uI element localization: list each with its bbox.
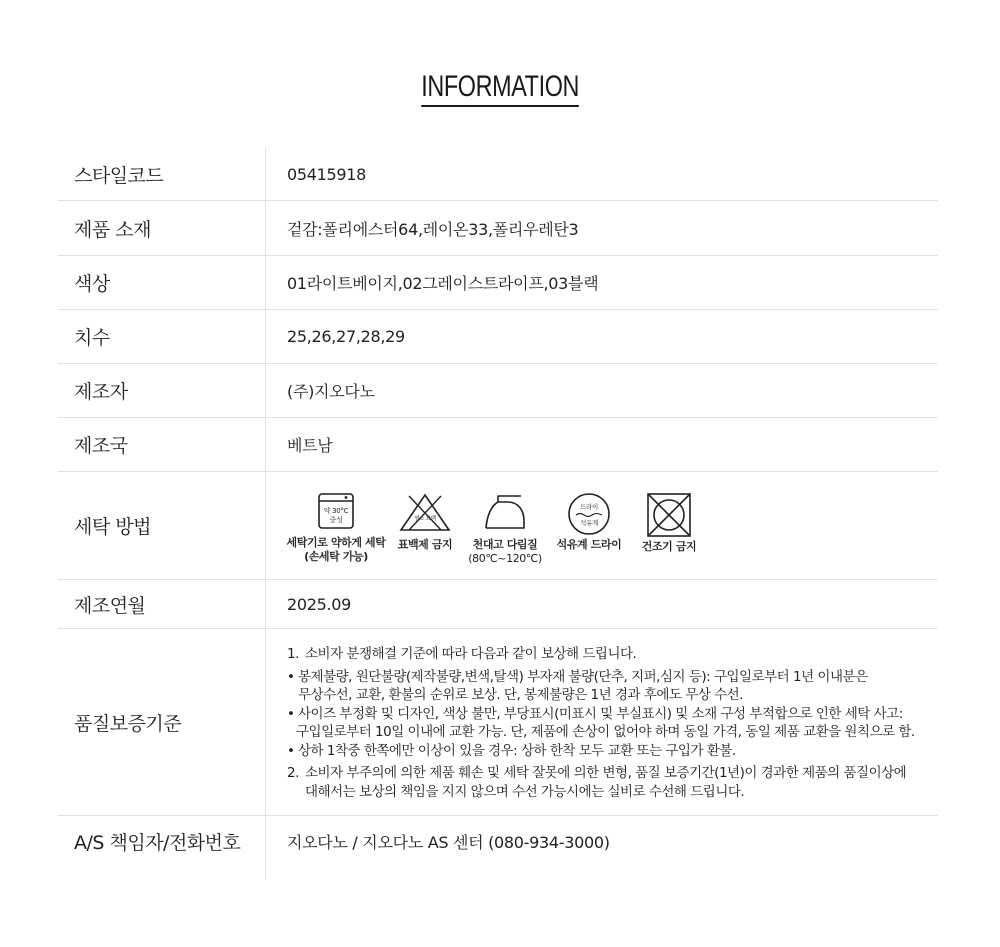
row-date [58,580,938,629]
dryclean-inner-bottom: 석유계 [580,519,598,527]
machine-wash-icon [317,492,355,530]
row-quality [58,629,938,816]
row-color [58,256,938,310]
info-table [58,148,938,880]
material-label: 제품 소재 [58,201,266,255]
quality-item-1-text: 소비자 분쟁해결 기준에 따라 다음과 같이 보상해 드립니다. [305,646,637,662]
bullet-3-line-1: 상하 1착중 한쪽에만 이상이 있을 경우: 상하 한착 모두 교환 또는 구입가 환불. [298,742,736,759]
quality-item-2-line-2: 대해서는 보상의 책임을 지지 않으며 수선 가능시에는 실비로 수선해 드립니다. [305,783,745,800]
iron-icon [481,492,529,532]
machine-wash-subcaption: (손세탁 가능) [304,550,368,563]
date-label: 제조연월 [58,580,266,628]
style-code-label: 스타일코드 [58,148,266,200]
quality-item-1 [287,645,938,664]
quality-item-2-num: 2. [287,765,299,781]
as-value: 지오다노 / 지오다노 AS 센터 (080-934-3000) [287,832,610,852]
size-label: 치수 [58,310,266,363]
country-value: 베트남 [287,436,333,455]
bullet-2-mark: • [287,705,295,722]
dryclean-inner-top: 드라이 [580,503,598,511]
machine-wash-neutral: 중성 [329,516,343,524]
title-wrap [0,70,1000,107]
dry-clean-icon [567,492,611,536]
washing-icons [283,472,709,566]
bullet-2-line-2: 구입일로부터 10일 이내에 교환 가능. 단, 제품에 손상이 없어야 하며 동일 가격, 동일 제품 교환을 원칙으로 함. [296,724,915,740]
washing-item-bleach [389,492,461,552]
quality-item-2-line-1: 소비자 부주의에 의한 제품 훼손 및 세탁 잘못에 의한 변형, 품질 보증기간(1년)이 경과한 제품의 품질이상에 [305,765,907,781]
machine-wash-caption: 세탁기로 약하게 세탁 [286,536,386,549]
row-material [58,201,938,256]
washing-item-dryclean [549,492,629,552]
row-as [58,816,938,880]
maker-label: 제조자 [58,364,266,417]
bleach-inner-text: 염소 표백 [414,516,436,522]
machine-wash-temp: 약 30°C [323,507,349,515]
material-value: 겉감:폴리에스터64,레이온33,폴리우레탄3 [287,219,579,239]
as-label: A/S 책임자/전화번호 [58,816,266,880]
country-label: 제조국 [58,418,266,471]
no-tumble-dry-caption: 건조기 금지 [641,540,697,553]
quality-value [266,629,938,815]
color-value: 01라이트베이지,02그레이스트라이프,03블랙 [287,274,599,293]
quality-bullet-2 [287,705,938,742]
no-bleach-caption: 표백제 금지 [397,538,453,551]
maker-value: (주)지오다노 [287,382,375,401]
quality-bullet-1 [287,668,938,705]
bullet-1-mark: • [287,668,295,685]
dry-clean-caption: 석유계 드라이 [556,538,622,551]
washing-label: 세탁 방법 [58,472,266,579]
washing-item-tumble [629,492,709,554]
row-country [58,418,938,472]
washing-value [266,472,938,579]
bullet-2-line-1: 사이즈 부정확 및 디자인, 색상 불만, 부당표시(미표시 및 부실표시) 및 소재 구성 부적합으로 인한 세탁 사고: [298,705,903,722]
color-label: 색상 [58,256,266,309]
quality-bullet-3 [287,742,938,761]
row-style-code [58,148,938,201]
bullet-1-line-1: 봉제불량, 원단불량(제작불량,변색,탈색) 부자재 불량(단추, 지퍼,심지 등): 구입일로부터 1년 이내분은 [298,668,868,685]
quality-label: 품질보증기준 [58,629,266,815]
row-maker [58,364,938,418]
bullet-3-mark: • [287,742,295,759]
bullet-1-line-2: 무상수선, 교환, 환불의 순위로 보상. 단, 봉제불량은 1년 경과 후에도 무상 수선. [298,687,743,703]
iron-subcaption: (80℃~120℃) [468,552,542,565]
page-title: INFORMATION [421,70,579,107]
no-tumble-dry-icon [646,492,692,538]
size-value: 25,26,27,28,29 [287,327,405,346]
quality-item-2 [287,764,938,801]
iron-caption: 천대고 다림질 [472,538,538,551]
no-bleach-icon [398,492,452,532]
washing-item-iron [461,492,549,566]
style-code-value: 05415918 [287,164,367,184]
washing-item-machine [283,492,389,564]
row-washing [58,472,938,580]
quality-item-1-num: 1. [287,646,299,662]
date-value: 2025.09 [287,594,352,614]
row-size [58,310,938,364]
